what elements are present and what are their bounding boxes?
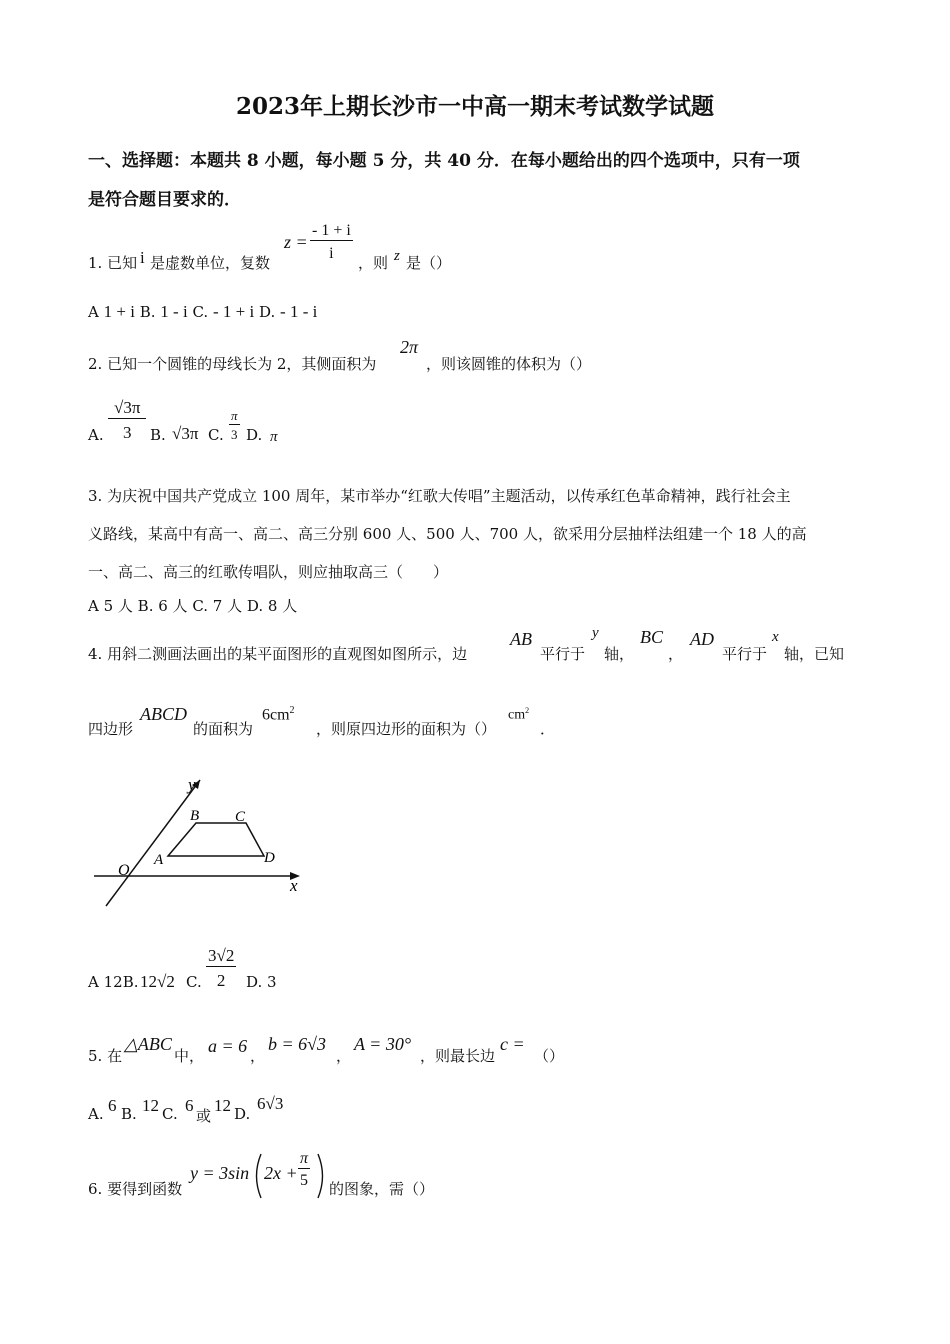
q5-option-b-value: 12 [142, 1096, 159, 1115]
q4-option-d: D. 3 [246, 973, 277, 991]
q2-option-d-label: D. [246, 426, 263, 444]
q4-area [262, 705, 295, 724]
q5-option-a-value: 6 [108, 1096, 117, 1115]
q1-option-d-label: D. [258, 303, 276, 321]
q4-abcd: ABCD [140, 704, 187, 724]
q1-option-a-value: 1 + i [103, 302, 135, 321]
q2-option-a-label: A. [88, 426, 104, 444]
q4-ad: AD [690, 629, 714, 649]
q1-text-a: 1. 已知 [88, 254, 138, 272]
q4-y: y [592, 625, 599, 641]
q1-z-equals: z = [284, 232, 308, 252]
figure-x-label: x [290, 876, 298, 895]
q4-area-square: 2 [289, 705, 295, 716]
q2-option-c-numerator: π [231, 408, 238, 423]
q1-text-b: 是虚数单位，复数 [150, 254, 271, 272]
q2-option-c-denominator: 3 [231, 427, 238, 442]
q4-line2-a: 四边形 [88, 720, 134, 738]
q5-option-d-label: D. [234, 1105, 251, 1123]
q4-option-c-numerator: 3√2 [208, 946, 235, 965]
q5-c-eq: c = [500, 1034, 525, 1054]
q5-text-c: ，则最长边 [420, 1047, 496, 1065]
q6-function-arg: 2x + [264, 1163, 298, 1183]
q2-text-b: ，则该圆锥的体积为（） [426, 355, 592, 373]
section-heading-line2: 是符合题目要求的． [88, 190, 241, 210]
q1-i-symbol: i [140, 248, 145, 267]
q5-option-c-value1: 6 [185, 1096, 194, 1115]
q4-text-b: 平行于 [540, 645, 586, 663]
q2-option-c-label: C. [208, 426, 224, 444]
q5-option-c-or: 或 [196, 1107, 212, 1125]
q5-triangle: △ABC [124, 1034, 172, 1054]
q6-text-a: 6. 要得到函数 [88, 1180, 183, 1198]
figure-b-label: B [190, 808, 200, 824]
q4-ab: AB [510, 629, 532, 649]
q4-period: ． [540, 720, 556, 738]
q1-option-a-label: A [88, 303, 99, 321]
q2-option-a-numerator: √3π [108, 398, 146, 419]
q2-option-b-value: √3π [172, 424, 199, 443]
q4-comma: ， [668, 645, 684, 663]
q4-figure [88, 770, 318, 915]
q2-text-a: 2. 已知一个圆锥的母线长为 2，其侧面积为 [88, 355, 377, 373]
q5-option-d-value: 6√3 [257, 1094, 284, 1113]
right-paren-icon [315, 1152, 329, 1200]
q4-unit-square: 2 [525, 706, 530, 715]
figure-y-label: y [188, 775, 196, 794]
figure-a-label: A [154, 852, 164, 868]
q4-option-c-label: C. [186, 973, 202, 991]
section-heading-line1: 一、选择题：本题共 8 小题，每小题 5 分，共 40 分．在每小题给出的四个选项中，只有一项 [88, 151, 800, 171]
q5-option-c-label: C. [162, 1105, 178, 1123]
q5-text-d: （） [534, 1047, 565, 1065]
figure-o-label: O [118, 862, 130, 879]
q5-option-a-label: A. [88, 1105, 104, 1123]
q2-option-b-label: B. [150, 426, 166, 444]
q1-option-c-value: - 1 + i [212, 302, 255, 321]
q4-bc: BC [640, 627, 664, 647]
page-title: 2023年上期长沙市一中高一期末考试数学试题 [235, 93, 714, 120]
q1-option-b-label: B. [139, 303, 156, 321]
q2-option-c-fraction [229, 408, 240, 443]
q6-text-b: 的图象，需（） [329, 1180, 435, 1198]
q4-line2-b: 的面积为 [193, 720, 254, 738]
q1-text-c: ，则 [358, 254, 389, 272]
q4-area-value: 6cm [262, 706, 290, 724]
q1-option-c-label: C. [192, 303, 209, 321]
q4-text-d: 平行于 [722, 645, 768, 663]
figure-c-label: C [235, 809, 246, 825]
q4-line2-c: ，则原四边形的面积为（） [316, 720, 497, 738]
q4-unit [508, 706, 529, 724]
q5-text-b: 中， [174, 1047, 205, 1065]
q2-area: 2π [400, 337, 419, 357]
q5-a-eq: a = 6 [208, 1036, 248, 1056]
q4-unit-value: cm [508, 707, 526, 723]
q1-denominator: i [329, 245, 334, 262]
q4-text-e: 轴，已知 [784, 645, 845, 663]
q1-fraction [310, 222, 353, 263]
q6-pi-numerator: π [300, 1150, 309, 1167]
q5-sep1: ， [250, 1047, 266, 1065]
q4-option-b-value: 12√2 [140, 972, 175, 991]
q4-x: x [772, 629, 779, 645]
q5-text-a: 5. 在 [88, 1047, 123, 1065]
q5-option-c-value2: 12 [214, 1096, 231, 1115]
figure-d-label: D [264, 850, 275, 866]
q4-text-a: 4. 用斜二测画法画出的某平面图形的直观图如图所示，边 [88, 645, 468, 663]
q4-option-c-fraction [206, 946, 236, 991]
q1-numerator: - 1 + i [312, 222, 351, 239]
q1-options [88, 302, 317, 322]
q5-b-eq: b = 6√3 [268, 1034, 327, 1054]
q5-option-b-label: B. [121, 1105, 137, 1123]
q3-line3: 一、高二、高三的红歌传唱队，则应抽取高三（ ） [88, 563, 449, 581]
q2-option-a-denominator: 3 [122, 423, 132, 442]
trapezoid-abcd [168, 823, 264, 856]
q2-option-a-fraction [108, 398, 146, 443]
q3-line1: 3. 为庆祝中国共产党成立 100 周年，某市举办“红歌大传唱”主题活动，以传承红色革命精神，践行社会主 [88, 487, 791, 505]
q1-option-d-value: - 1 - i [280, 302, 318, 321]
q4-text-c: 轴， [604, 645, 635, 663]
q1-option-b-value: 1 - i [160, 302, 188, 321]
q5-sep2: ， [336, 1047, 352, 1065]
q4-option-a: A 12B. [88, 973, 139, 991]
q5-A-eq: A = 30° [354, 1034, 412, 1054]
q4-option-c-denominator: 2 [216, 971, 226, 990]
q2-option-d-value: π [270, 429, 278, 445]
q1-z: z [394, 248, 400, 264]
q6-pi-fraction [298, 1150, 310, 1190]
q6-pi-denominator: 5 [300, 1172, 308, 1189]
y-axis-line [106, 780, 200, 906]
left-paren-icon [250, 1152, 264, 1200]
q1-text-d: 是（） [406, 254, 452, 272]
q6-function-head: y = 3sin [190, 1163, 250, 1183]
q3-line2: 义路线，某高中有高一、高二、高三分别 600 人、500 人、700 人，欲采用分层抽样法组建一个 18 人的高 [88, 525, 807, 543]
q3-options: A 5 人 B. 6 人 C. 7 人 D. 8 人 [88, 597, 298, 615]
